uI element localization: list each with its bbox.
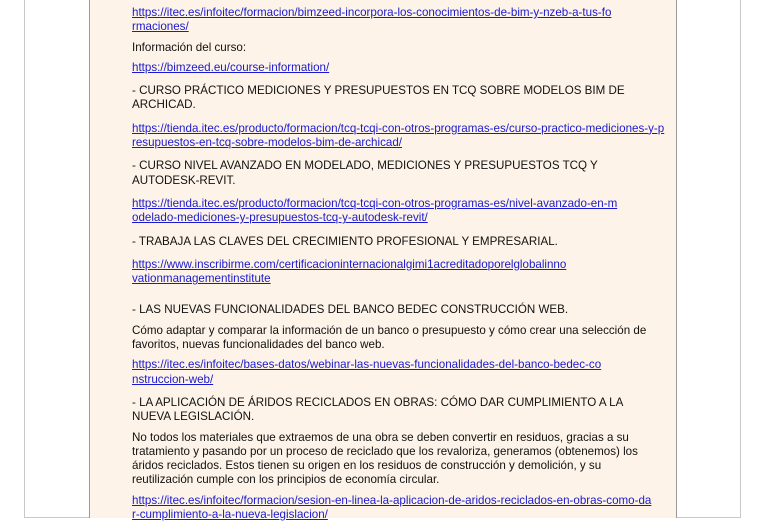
email-body [132,6,667,522]
aridos-heading: - LA APLICACIÓN DE ÁRIDOS RECICLADOS EN OBRAS: CÓMO DAR CUMPLIMIENTO A LA NUEVA LEGISLACIÓN. [132,395,623,424]
aridos-description: No todos los materiales que extraemos de una obra se deben convertir en residuos, gracias a su tratamiento y pasando por un proceso de reciclado que los revaloriza, generamos (obtenemos) los áridos reciclados. Estos tienen su origen en los residuos de construcción y demolición, y su reutilización cumple con los principios de economía circular. [132,430,638,487]
archicad-course-heading: - CURSO PRÁCTICO MEDICIONES Y PRESUPUESTOS EN TCQ SOBRE MODELOS BIM DE ARCHICAD. [132,84,625,112]
aridos-session-link[interactable]: https://itec.es/infoitec/formacion/sesion-en-linea-la-aplicacion-de-aridos-reciclados-en-obras-como-dar-cumplimiento-a-la-nueva-legislacion/ [132,493,652,522]
bedec-description: Cómo adaptar y comparar la información de un banco o presupuesto y cómo crear una selección de favoritos, nuevas funcionalidades del banco web. [132,323,647,352]
bimzeed-course-link[interactable]: https://bimzeed.eu/course-information/ [132,60,330,74]
revit-course-link[interactable]: https://tienda.itec.es/producto/formacion/tcq-tcqi-con-otros-programas-es/nivel-avanzado-en-modelado-mediciones-y-presupuestos-tcq-y-autodesk-revit/ [132,196,618,225]
growth-keys-heading: - TRABAJA LAS CLAVES DEL CRECIMIENTO PROFESIONAL Y EMPRESARIAL. [132,234,558,248]
bedec-heading: - LAS NUEVAS FUNCIONALIDADES DEL BANCO BEDEC CONSTRUCCIÓN WEB. [132,303,569,317]
bimzeed-article-link[interactable]: https://itec.es/infoitec/formacion/bimzeed-incorpora-los-conocimientos-de-bim-y-nzeb-a-tus-formaciones/ [132,6,612,34]
inscribirme-link[interactable]: https://www.inscribirme.com/certificacioninternacionalgimi1acreditadoporelglobalinnovationmanagementinstitute [132,257,567,286]
archicad-course-link[interactable]: https://tienda.itec.es/producto/formacion/tcq-tcqi-con-otros-programas-es/curso-practico-mediciones-y-presupuestos-en-tcq-sobre-modelos-bim-de-archicad/ [132,121,665,150]
bedec-webinar-link[interactable]: https://itec.es/infoitec/bases-datos/webinar-las-nuevas-funcionalidades-del-banco-bedec-construccion-web/ [132,358,602,386]
course-info-label: Información del curso: [132,40,247,54]
revit-course-heading: - CURSO NIVEL AVANZADO EN MODELADO, MEDICIONES Y PRESUPUESTOS TCQ Y AUTODESK-REVIT. [132,159,598,187]
